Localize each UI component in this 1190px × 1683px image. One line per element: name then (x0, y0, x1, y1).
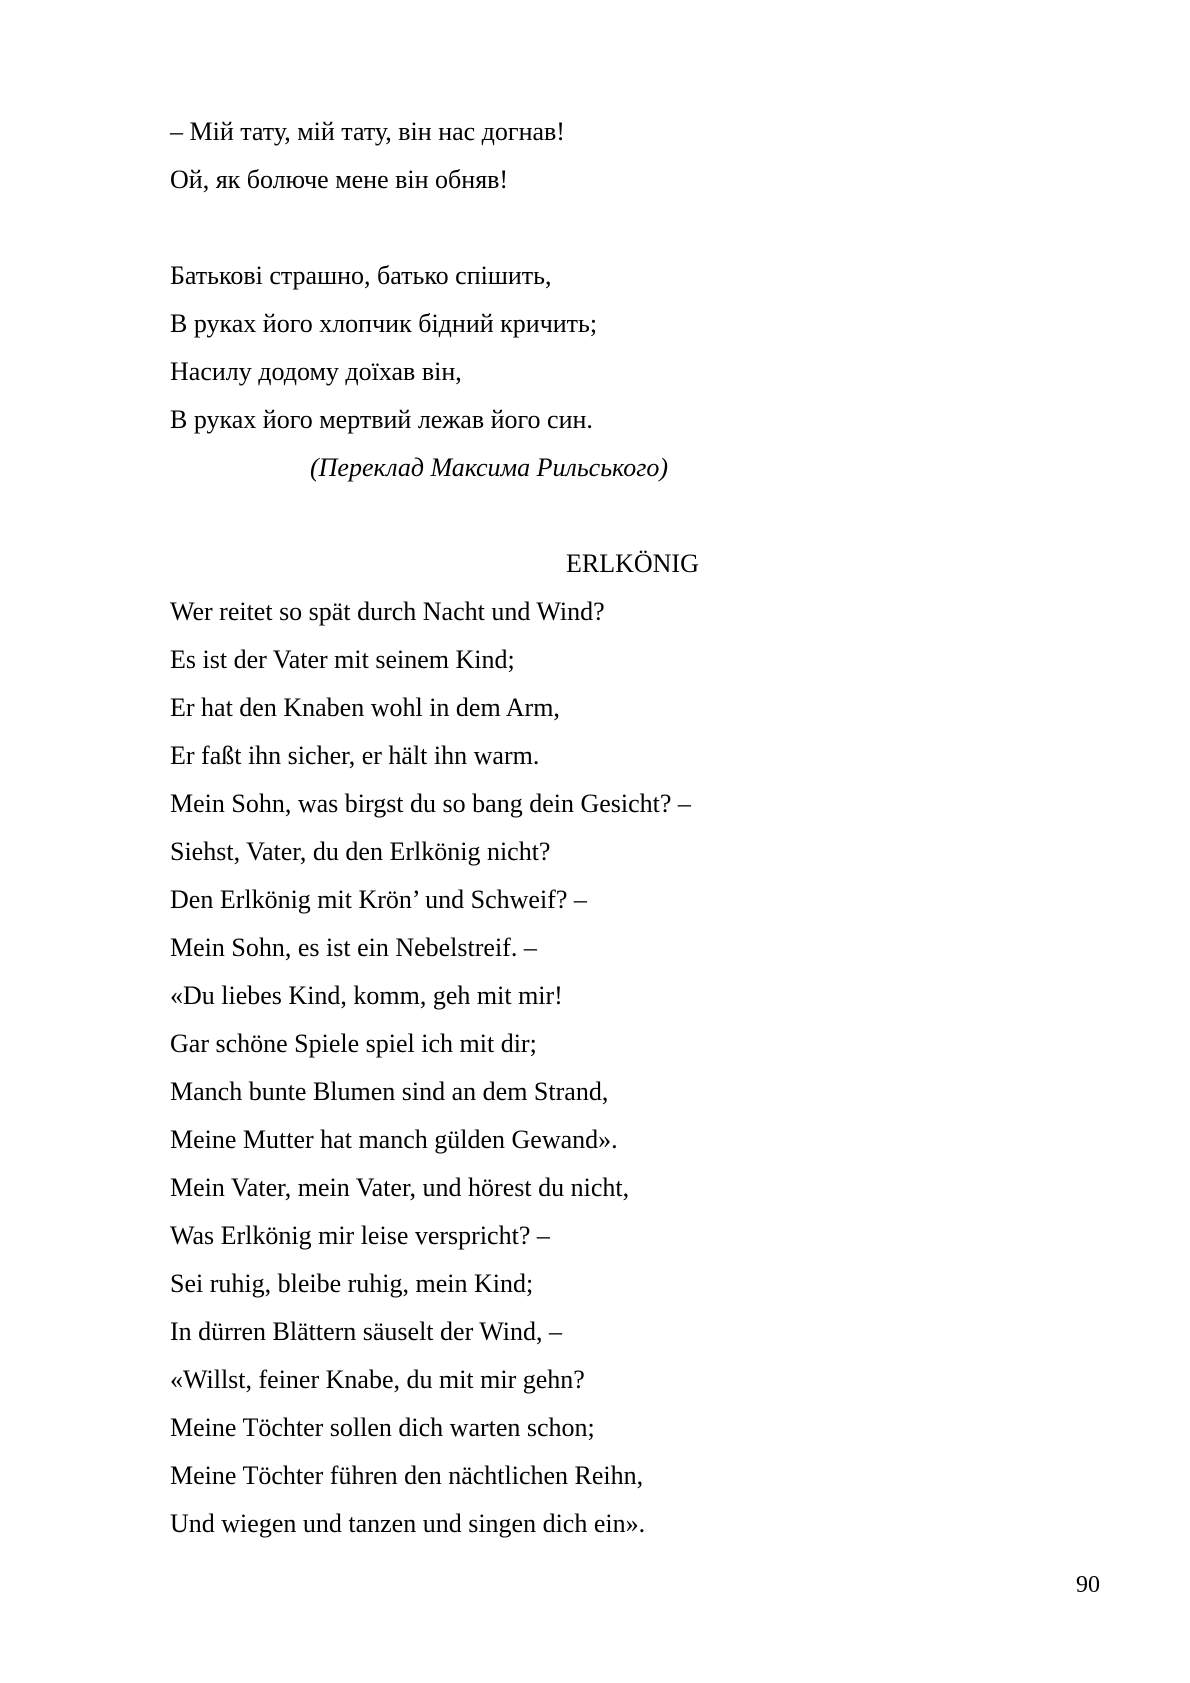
verse-line: Насилу додому доїхав він, (170, 357, 462, 386)
verse-line: Meine Töchter führen den nächtlichen Reihn, (170, 1461, 644, 1490)
verse-line: Meine Töchter sollen dich warten schon; (170, 1413, 595, 1442)
german-poem (170, 588, 691, 1548)
verse-line: «Willst, feiner Knabe, du mit mir gehn? (170, 1365, 585, 1394)
verse-line: In dürren Blättern säuselt der Wind, – (170, 1317, 562, 1346)
verse-line: «Du liebes Kind, komm, geh mit mir! (170, 981, 563, 1010)
verse-line: Sei ruhig, bleibe ruhig, mein Kind; (170, 1269, 534, 1298)
verse-line: Den Erlkönig mit Krön’ und Schweif? – (170, 885, 587, 914)
verse-line: Was Erlkönig mir leise verspricht? – (170, 1221, 550, 1250)
verse-line: Mein Sohn, es ist ein Nebelstreif. – (170, 933, 537, 962)
verse-line: Mein Vater, mein Vater, und hörest du nicht, (170, 1173, 630, 1202)
verse-line: В руках його мертвий лежав його син. (170, 405, 593, 434)
verse-line: Es ist der Vater mit seinem Kind; (170, 645, 515, 674)
translation-credit: (Переклад Максима Рильського) (310, 453, 668, 482)
ukrainian-stanza-2 (170, 252, 597, 444)
verse-line: Wer reitet so spät durch Nacht und Wind? (170, 597, 605, 626)
verse-line: Батькові страшно, батько спішить, (170, 261, 552, 290)
verse-line: В руках його хлопчик бідний кричить; (170, 309, 598, 338)
verse-line: Er faßt ihn sicher, er hält ihn warm. (170, 741, 540, 770)
verse-line: Gar schöne Spiele spiel ich mit dir; (170, 1029, 537, 1058)
verse-line: Ой, як болюче мене він обняв! (170, 165, 509, 194)
verse-line: Er hat den Knaben wohl in dem Arm, (170, 693, 560, 722)
verse-line: Siehst, Vater, du den Erlkönig nicht? (170, 837, 551, 866)
verse-line: – Мій тату, мій тату, він нас догнав! (170, 117, 565, 146)
poem-title: ERLKÖNIG (566, 549, 699, 578)
verse-line: Und wiegen und tanzen und singen dich ein». (170, 1509, 646, 1538)
verse-line: Mein Sohn, was birgst du so bang dein Gesicht? – (170, 789, 691, 818)
page-number: 90 (1076, 1572, 1100, 1598)
ukrainian-stanza-1 (170, 108, 565, 204)
verse-line: Manch bunte Blumen sind an dem Strand, (170, 1077, 609, 1106)
verse-line: Meine Mutter hat manch gülden Gewand». (170, 1125, 618, 1154)
